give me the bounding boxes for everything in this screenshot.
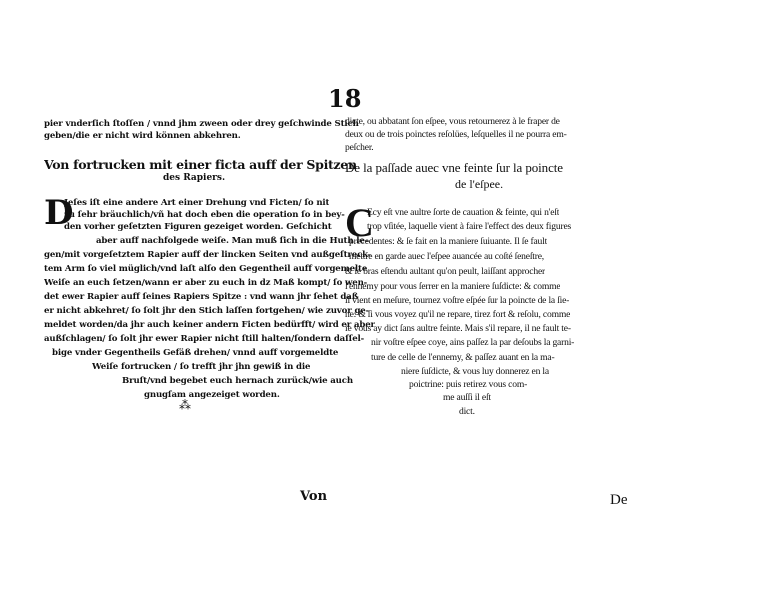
french-body-line: ture de celle de l'ennemy, & paſſez auant en la ma-	[371, 352, 555, 363]
german-body-line: den vorher geſetzten Figuren gezeiget worden. Geſchicht	[64, 222, 332, 232]
page-number: 18	[328, 84, 362, 113]
german-body-line: meldet worden/da jhr auch keiner andern Ficten bedürfft/ wird er aber	[44, 320, 375, 330]
french-body-line: trop vſitée, laquelle vient à faire l'effect des deux figures	[367, 221, 572, 232]
french-body-line: precedentes: & ſe fait en la maniere ſuiuante. Il ſe fault	[349, 236, 548, 247]
french-body-line: & le bras eſtendu aultant qu'on peult, laiſſant approcher	[345, 266, 545, 277]
german-top-line: geben/die er nicht wird können abkehren.	[44, 131, 241, 141]
german-catchword: Von	[300, 489, 328, 504]
french-drop-cap: C	[345, 200, 374, 245]
french-heading: De la paſſade auec vne feinte ſur la poincte	[345, 160, 563, 175]
german-body-line: er nicht abkehret/ ſo ſolt jhr den Stich laſſen fortgehen/ wie zuvor ge-	[44, 306, 370, 316]
german-body-line: zu ſehr bräuchlich/vñ hat doch eben die operation ſo in bey-	[64, 210, 345, 220]
french-heading-second-line: de l'eſpee.	[455, 177, 504, 191]
french-top-line: peſcher.	[345, 142, 374, 153]
french-body-line: dict.	[459, 406, 475, 417]
german-body-line: tem Arm ſo viel müglich/vnd laſt alſo den Gegentheil auff vorgemelte	[44, 264, 368, 274]
german-body-line: Weiſe fortrucken / ſo trefft jhr jhn gewiß in die	[92, 362, 311, 372]
german-body-line: Weiſe an euch ſetzen/wann er aber zu euch in dz Maß kompt/ ſo wen-	[44, 278, 368, 288]
french-body-line: niere ſuſdicte, & vous luy donnerez en la	[401, 366, 549, 377]
german-heading-second-line: des Rapiers.	[163, 173, 226, 183]
german-body-line: aber auff nachfolgede weiſe. Man muß ſich in die Huth le-	[96, 236, 369, 246]
french-body-line: ne: & ſi vous voyez qu'il ne repare, tirez fort & reſolu, comme	[345, 309, 571, 320]
german-body-line: det ewer Rapier auff ſeines Rapiers Spitze : vnd wann jhr ſehet daß	[44, 292, 359, 302]
german-body-line: gen/mit vorgeſetztem Rapier auff der lincken Seiten vnd außgeſtreck-	[44, 250, 372, 260]
french-body-line: l'ennemy pour vous ſerrer en la maniere ſuſdicte: & comme	[345, 281, 561, 292]
german-heading: Von fortrucken mit einer ficta auff der Spitzen	[44, 157, 357, 172]
french-top-line: deux ou de trois poinctes reſolües, leſquelles il ne pourra em-	[345, 129, 567, 140]
german-top-line: pier vnderſich ſtoſſen / vnnd jhm zween oder drey geſchwinde Stich	[44, 119, 359, 129]
german-body-line: Jeſes iſt eine andere Art einer Drehung vnd Ficten/ ſo nit	[64, 198, 330, 208]
french-body-line: ie vous ay dict ſans aultre feinte. Mais s'il repare, il ne fault te-	[345, 323, 571, 334]
french-body-line: mettre en garde auec l'eſpee auancée au coſté ſeneſtre,	[349, 251, 544, 262]
french-body-line: Ecy eſt vne aultre ſorte de cauation & feinte, qui n'eſt	[367, 207, 560, 218]
german-body-line: Bruſt/vnd begebet euch hernach zurück/wie auch	[122, 376, 353, 386]
french-top-line: dicte, ou abbatant ſon eſpee, vous retournerez à le fraper de	[345, 116, 560, 127]
french-body-line: il vient en meſure, tournez voſtre eſpée ſur la poincte de la ſie-	[345, 295, 570, 306]
german-drop-cap: D	[44, 193, 74, 233]
german-body-line: außſchlagen/ ſo ſolt jhr ewer Rapier nicht ſtill halten/ſondern daſſel-	[44, 334, 365, 344]
french-body-line: nir voſtre eſpee coye, ains paſſez la par deſoubs la garni-	[371, 337, 575, 348]
german-body-line: bige vnder Gegentheils Gefäß drehen/ vnnd auff vorgemeldte	[52, 348, 339, 358]
french-body-line: poictrine: puis retirez vous com-	[409, 379, 528, 390]
french-catchword: De	[610, 492, 628, 508]
german-body-line: gnugſam angezeiget worden.	[144, 390, 280, 400]
asterism-ornament: ⁂	[179, 398, 191, 412]
french-body-line: me auſſi il eſt	[443, 392, 491, 403]
